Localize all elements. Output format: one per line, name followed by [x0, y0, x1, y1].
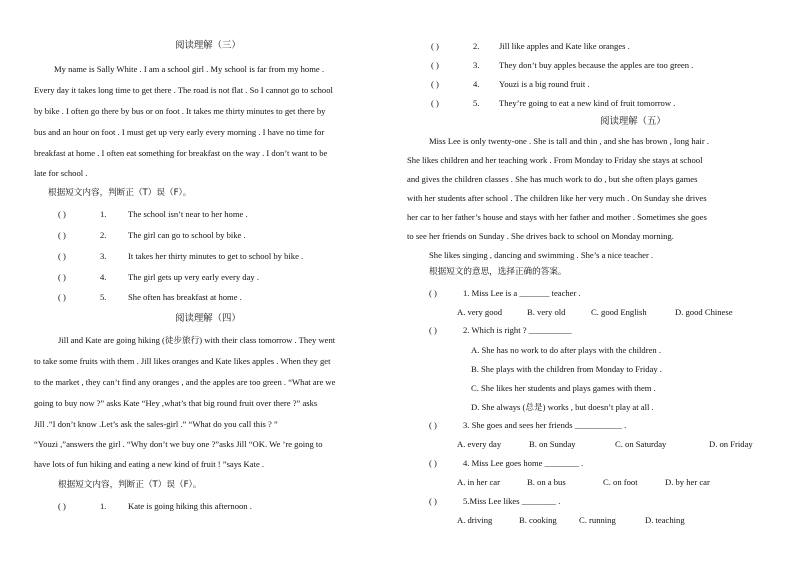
answer-blank[interactable]: ( ) — [429, 325, 437, 335]
answer-blank[interactable]: ( ) — [429, 288, 437, 298]
item-text: The girl can go to school by bike . — [128, 230, 246, 240]
passage3-instruction: 根据短文内容，判断正（T）误（F）。 — [48, 188, 192, 198]
answer-blank[interactable]: ( ) — [58, 209, 66, 219]
item-number: 3. — [100, 251, 107, 261]
tf-item — [58, 229, 246, 241]
tf-item — [431, 97, 675, 109]
question-stem: 1. Miss Lee is a _______ teacher . — [463, 288, 581, 298]
passage3-line: My name is Sally White . I am a school girl . My school is far from my home . — [54, 64, 325, 74]
item-number: 2. — [100, 230, 107, 240]
answer-blank[interactable]: ( ) — [429, 496, 437, 506]
option-row — [457, 476, 710, 488]
passage4-line: “Youzi ,”answers the girl . “Why don’t we buy one ?”asks Jill “OK. We ’re going to — [34, 439, 323, 449]
passage3-line: bus and an hour on foot . I must get up very early every morning . I have no time for — [34, 127, 325, 137]
option[interactable]: A. every day — [457, 439, 502, 449]
item-number: 4. — [100, 272, 107, 282]
question-stem: 2. Which is right ? __________ — [463, 325, 572, 335]
item-text: They’re going to eat a new kind of fruit tomorrow . — [499, 98, 676, 108]
tf-item — [431, 78, 590, 90]
option[interactable]: A. She has no work to do after plays with the children . — [471, 345, 661, 355]
passage3-line: by bike . I often go there by bus or on foot . It takes me thirty minutes to get there by — [34, 106, 326, 116]
answer-blank[interactable]: ( ) — [431, 60, 439, 70]
item-number: 5. — [100, 292, 107, 302]
option[interactable]: B. She plays with the children from Monday to Friday . — [471, 364, 662, 374]
option[interactable]: C. on foot — [603, 477, 638, 487]
passage4-line: have lots of fun hiking and eating a new kind of fruit ! ”says Kate . — [34, 459, 265, 469]
item-number: 5. — [473, 98, 480, 108]
answer-blank[interactable]: ( ) — [431, 98, 439, 108]
option[interactable]: C. running — [579, 515, 616, 525]
question-stem: 4. Miss Lee goes home ________ . — [463, 458, 584, 468]
passage4-line: to take some fruits with them . Jill likes oranges and Kate likes apples . When they get — [34, 356, 331, 366]
item-text: They don’t buy apples because the apples are too green . — [499, 60, 694, 70]
passage5-line: Miss Lee is only twenty-one . She is tall and thin , and she has brown , long hair . — [429, 136, 709, 146]
passage3-line: breakfast at home . I often eat something for breakfast on the way . I don’t want to be — [34, 148, 328, 158]
item-text: The girl gets up very early every day . — [128, 272, 260, 282]
option[interactable]: C. on Saturday — [615, 439, 667, 449]
mc-question — [429, 324, 572, 336]
passage5-line: to see her friends on Sunday . She drives back to school on Monday morning. — [407, 231, 674, 241]
answer-blank[interactable]: ( ) — [429, 458, 437, 468]
answer-blank[interactable]: ( ) — [58, 292, 66, 302]
item-text: The school isn’t near to her home . — [128, 209, 248, 219]
tf-item — [431, 40, 630, 52]
option-row — [457, 438, 753, 450]
item-number: 4. — [473, 79, 480, 89]
passage4-title: 阅读理解（四） — [175, 313, 241, 324]
option[interactable]: B. cooking — [519, 515, 557, 525]
option[interactable]: A. very good — [457, 307, 503, 317]
option[interactable]: B. very old — [527, 307, 566, 317]
passage3-line: Every day it takes long time to get there . The road is not flat . So I cannot go to school — [34, 85, 333, 95]
passage5-title: 阅读理解（五） — [600, 116, 666, 127]
item-text: Kate is going hiking this afternoon . — [128, 501, 252, 511]
answer-blank[interactable]: ( ) — [58, 501, 66, 511]
mc-question — [429, 457, 583, 469]
question-stem: 5.Miss Lee likes ________ . — [463, 496, 561, 506]
passage5-line: She likes children and her teaching work . From Monday to Friday she stays at school — [407, 155, 703, 165]
option[interactable]: D. teaching — [645, 515, 685, 525]
answer-blank[interactable]: ( ) — [58, 272, 66, 282]
passage4-line-text: Jill and Kate are going hiking (徒步旅行) with their class tomorrow . They went — [58, 335, 336, 345]
passage4-line — [58, 334, 335, 346]
mc-question — [429, 495, 560, 507]
answer-blank[interactable]: ( ) — [431, 41, 439, 51]
option[interactable]: C. She likes her students and plays games with them . — [471, 383, 656, 393]
option[interactable]: C. good English — [591, 307, 647, 317]
answer-blank[interactable]: ( ) — [429, 420, 437, 430]
option[interactable]: A. driving — [457, 515, 493, 525]
passage4-line: going to buy now ?” asks Kate “Hey ,what’s that big round fruit over there ?” asks — [34, 398, 318, 408]
tf-item — [431, 59, 693, 71]
answer-blank[interactable]: ( ) — [431, 79, 439, 89]
option[interactable]: B. on Sunday — [529, 439, 576, 449]
tf-item — [58, 208, 248, 220]
passage3-title: 阅读理解（三） — [175, 40, 241, 51]
tf-item — [58, 271, 259, 283]
option[interactable]: D. good Chinese — [675, 307, 733, 317]
item-text: Youzi is a big round fruit . — [499, 79, 590, 89]
passage5-line: She likes singing , dancing and swimming . She’s a nice teacher . — [429, 250, 654, 260]
item-text: She often has breakfast at home . — [128, 292, 242, 302]
passage5-line: with her students after school . The children like her very much . On Sunday she drives — [407, 193, 707, 203]
tf-item — [58, 500, 252, 512]
tf-item — [58, 291, 242, 303]
option[interactable]: D. by her car — [665, 477, 710, 487]
passage5-instruction: 根据短文的意思，选择正确的答案。 — [429, 267, 567, 277]
mc-question — [429, 287, 581, 299]
option[interactable]: A. in her car — [457, 477, 500, 487]
option[interactable]: D. on Friday — [709, 439, 753, 449]
answer-blank[interactable]: ( ) — [58, 230, 66, 240]
option-row — [457, 306, 733, 318]
passage4-line: Jill .”I don’t know .Let’s ask the sales-girl .” “What do you call this ? ” — [34, 419, 278, 429]
passage4-instruction: 根据短文内容，判断正（T）误（F）。 — [58, 480, 202, 490]
item-number: 1. — [100, 501, 107, 511]
item-number: 1. — [100, 209, 107, 219]
passage5-line: and gives the children classes . She has much work to do , but she often plays games — [407, 174, 698, 184]
item-number: 2. — [473, 41, 480, 51]
option[interactable]: D. She always (总是) works , but doesn’t play at all . — [471, 402, 654, 412]
item-text: Jill like apples and Kate like oranges . — [499, 41, 630, 51]
option[interactable]: B. on a bus — [527, 477, 566, 487]
tf-item — [58, 250, 303, 262]
passage3-line: late for school . — [34, 168, 88, 178]
option-row — [457, 514, 685, 526]
mc-question — [429, 419, 626, 431]
answer-blank[interactable]: ( ) — [58, 251, 66, 261]
question-stem: 3. She goes and sees her friends ___________ . — [463, 420, 627, 430]
passage4-line: to the market , they can’t find any oranges , and the apples are too green . “What are we — [34, 377, 336, 387]
passage5-line: her car to her father’s house and stays with her father and mother . Sometimes she goes — [407, 212, 707, 222]
item-number: 3. — [473, 60, 480, 70]
item-text: It takes her thirty minutes to get to school by bike . — [128, 251, 304, 261]
